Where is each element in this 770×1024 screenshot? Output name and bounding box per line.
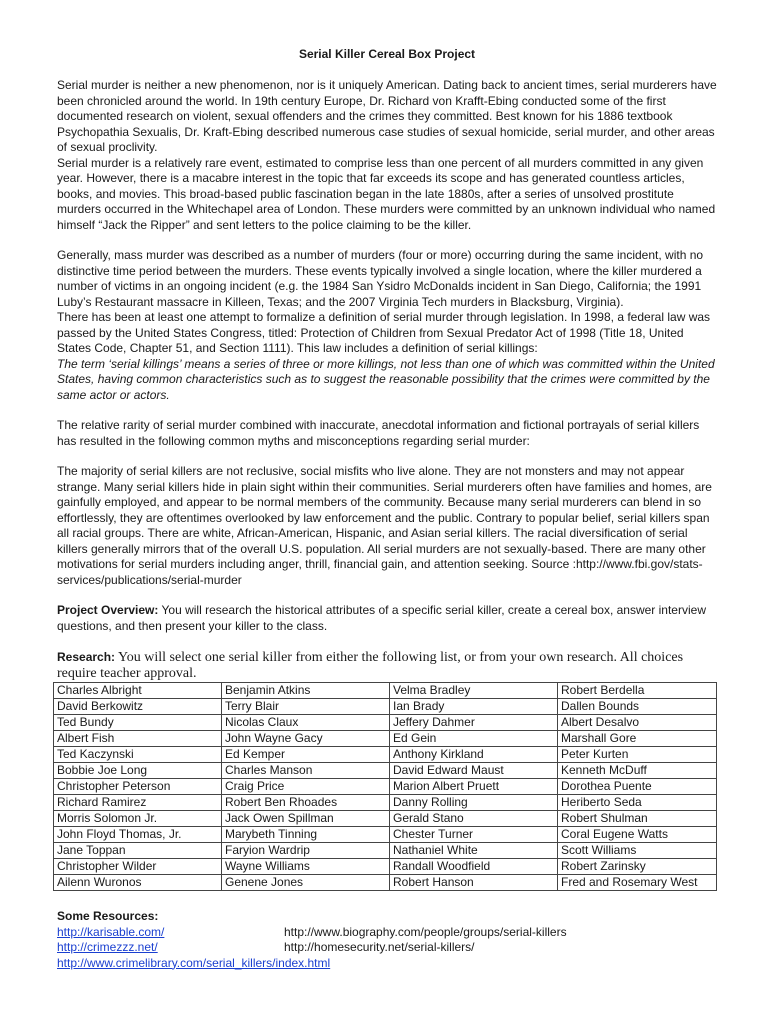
killer-name-cell: Ed Kemper (222, 747, 390, 763)
killer-name-cell: Albert Fish (54, 731, 222, 747)
resources-section (57, 909, 717, 971)
killer-name-cell: Christopher Wilder (54, 859, 222, 875)
killer-name-cell: Randall Woodfield (390, 859, 558, 875)
table-row (54, 747, 717, 763)
killer-name-cell: Benjamin Atkins (222, 683, 390, 699)
killer-name-cell: Danny Rolling (390, 795, 558, 811)
killer-name-cell: Marshall Gore (558, 731, 717, 747)
table-row (54, 715, 717, 731)
killer-name-cell: Heriberto Seda (558, 795, 717, 811)
table-row (54, 859, 717, 875)
table-row (54, 875, 717, 891)
resource-url-biography: http://www.biography.com/people/groups/serial-killers (284, 924, 567, 939)
legal-definition-quote: The term ‘serial killings’ means a series of three or more killings, not less than one of which was committed within the United States, having common characteristics such as to suggest the reasonable possibility that the crimes were committed by the same actor or actors. (57, 356, 715, 402)
killer-name-cell: Marybeth Tinning (222, 827, 390, 843)
killer-name-cell: Wayne Williams (222, 859, 390, 875)
research-instructions (57, 650, 717, 682)
resources-label: Some Resources: (57, 909, 159, 923)
killer-name-cell: Ted Kaczynski (54, 747, 222, 763)
killer-name-cell: Jane Toppan (54, 843, 222, 859)
killer-name-cell: Robert Zarinsky (558, 859, 717, 875)
killer-name-cell: Chester Turner (390, 827, 558, 843)
killer-name-cell: Nicolas Claux (222, 715, 390, 731)
killer-name-cell: Ailenn Wuronos (54, 875, 222, 891)
killer-name-cell: Nathaniel White (390, 843, 558, 859)
document-page (57, 46, 717, 971)
table-row (54, 779, 717, 795)
table-row (54, 731, 717, 747)
killer-name-cell: John Wayne Gacy (222, 731, 390, 747)
intro-paragraph-1: Serial murder is neither a new phenomenon, nor is it uniquely American. Dating back to ancient times, serial murderers have been chronicled around the world. In 19th century Europe, Dr. Richard von Krafft-Ebing conducted some of the first documented research on violent, sexual offenders and the crimes they committed. Best known for his 1886 textbook Psychopathia Sexualis, Dr. Kraft-Ebing described numerous case studies of sexual homicide, serial murder, and other areas of sexual proclivity. (57, 78, 717, 154)
killer-name-cell: Robert Ben Rhoades (222, 795, 390, 811)
killer-name-cell: Peter Kurten (558, 747, 717, 763)
killer-name-cell: Christopher Peterson (54, 779, 222, 795)
myths-intro-paragraph: The relative rarity of serial murder combined with inaccurate, anecdotal information and fictional portrayals of serial killers has resulted in the following common myths and misconceptions regarding serial murder: (57, 418, 700, 448)
research-section (57, 650, 717, 891)
table-row (54, 811, 717, 827)
killer-name-cell: Ed Gein (390, 731, 558, 747)
myths-paragraph: The majority of serial killers are not reclusive, social misfits who live alone. They are not monsters and may not appear strange. Many serial killers hide in plain sight within their communities. Serial murderers often have families and homes, are gainfully employed, and appear to be normal members of the community. Because many serial murderers can blend in so effortlessly, they are oftentimes overlooked by law enforcement and the public. Contrary to popular belief, serial killers span all racial groups. There are white, African-American, Hispanic, and Asian serial killers. The racial diversification of serial killers generally mirrors that of the overall U.S. population. All serial murders are not sexually-based. There are many other motivations for serial murders including anger, thrill, financial gain, and attention seeking. Source :http://www.fbi.gov/stats-services/publications/serial-murder (57, 464, 712, 587)
killer-name-cell: John Floyd Thomas, Jr. (54, 827, 222, 843)
table-row (54, 763, 717, 779)
killer-name-cell: Dorothea Puente (558, 779, 717, 795)
killer-name-cell: Jack Owen Spillman (222, 811, 390, 827)
killer-name-cell: Coral Eugene Watts (558, 827, 717, 843)
killer-name-cell: David Edward Maust (390, 763, 558, 779)
killer-name-cell: Marion Albert Pruett (390, 779, 558, 795)
killer-name-cell: Scott Williams (558, 843, 717, 859)
project-overview (57, 603, 717, 634)
killer-name-cell: Morris Solomon Jr. (54, 811, 222, 827)
table-row (54, 843, 717, 859)
killer-name-cell: Anthony Kirkland (390, 747, 558, 763)
intro-paragraph-2: Serial murder is a relatively rare event, estimated to comprise less than one percent of all murders committed in any given year. However, there is a macabre interest in the topic that far exceeds its scope and has generated countless articles, books, and movies. This broad-based public fascination began in the late 1880s, after a series of unsolved prostitute murders occurred in the Whitechapel area of London. These murders were committed by an unknown individual who named himself “Jack the Ripper” and sent letters to the police claiming to be the killer. (57, 155, 716, 232)
resource-link-crimelibrary[interactable]: http://www.crimelibrary.com/serial_killers/index.html (57, 955, 331, 970)
resource-link-karisable[interactable]: http://karisable.com/ (57, 924, 165, 939)
killer-name-cell: Charles Manson (222, 763, 390, 779)
killer-name-cell: Robert Berdella (558, 683, 717, 699)
killer-name-cell: Kenneth McDuff (558, 763, 717, 779)
killer-name-cell: Richard Ramirez (54, 795, 222, 811)
research-text: You will select one serial killer from either the following list, or from your own research. All choices require teacher approval. (57, 650, 684, 681)
table-row (54, 699, 717, 715)
killer-name-cell: David Berkowitz (54, 699, 222, 715)
table-row (54, 683, 717, 699)
mass-murder-paragraph: Generally, mass murder was described as a number of murders (four or more) occurring during the same incident, with no distinctive time period between the murders. These events typically involved a single location, where the killer murdered a number of victims in an ongoing incident (e.g. the 1984 San Ysidro McDonalds incident in San Diego, California; the 1991 Luby’s Restaurant massacre in Killeen, Texas; and the 2007 Virginia Tech murders in Blacksburg, Virginia). (57, 248, 704, 309)
killer-name-cell: Ted Bundy (54, 715, 222, 731)
page-title: Serial Killer Cereal Box Project (298, 47, 476, 61)
killer-name-cell: Robert Shulman (558, 811, 717, 827)
project-overview-label: Project Overview: (57, 603, 159, 617)
killer-name-cell: Genene Jones (222, 875, 390, 891)
killer-name-cell: Fred and Rosemary West (558, 875, 717, 891)
killer-name-cell: Gerald Stano (390, 811, 558, 827)
killer-name-cell: Jeffery Dahmer (390, 715, 558, 731)
killer-name-cell: Charles Albright (54, 683, 222, 699)
resource-url-homesecurity: http://homesecurity.net/serial-killers/ (284, 940, 475, 954)
killer-name-cell: Ian Brady (390, 699, 558, 715)
research-label: Research: (57, 650, 116, 664)
killer-name-cell: Albert Desalvo (558, 715, 717, 731)
project-overview-text: You will research the historical attributes of a specific serial killer, create a cereal box, answer interview questions, and then present your killer to the class. (57, 603, 706, 633)
killer-name-cell: Bobbie Joe Long (54, 763, 222, 779)
killer-name-cell: Terry Blair (222, 699, 390, 715)
serial-killers-table (53, 682, 717, 891)
table-row (54, 827, 717, 843)
resource-link-crimezzz[interactable]: http://crimezzz.net/ (57, 940, 158, 954)
killer-name-cell: Craig Price (222, 779, 390, 795)
table-row (54, 795, 717, 811)
killer-name-cell: Velma Bradley (390, 683, 558, 699)
legislation-paragraph: There has been at least one attempt to formalize a definition of serial murder through legislation. In 1998, a federal law was passed by the United States Congress, titled: Protection of Children from Sexual Predator Act of 1998 (Title 18, United States Code, Chapter 51, and Section 1111). This law includes a definition of serial killings: (57, 310, 711, 355)
killer-name-cell: Faryion Wardrip (222, 843, 390, 859)
killer-name-cell: Dallen Bounds (558, 699, 717, 715)
killer-name-cell: Robert Hanson (390, 875, 558, 891)
